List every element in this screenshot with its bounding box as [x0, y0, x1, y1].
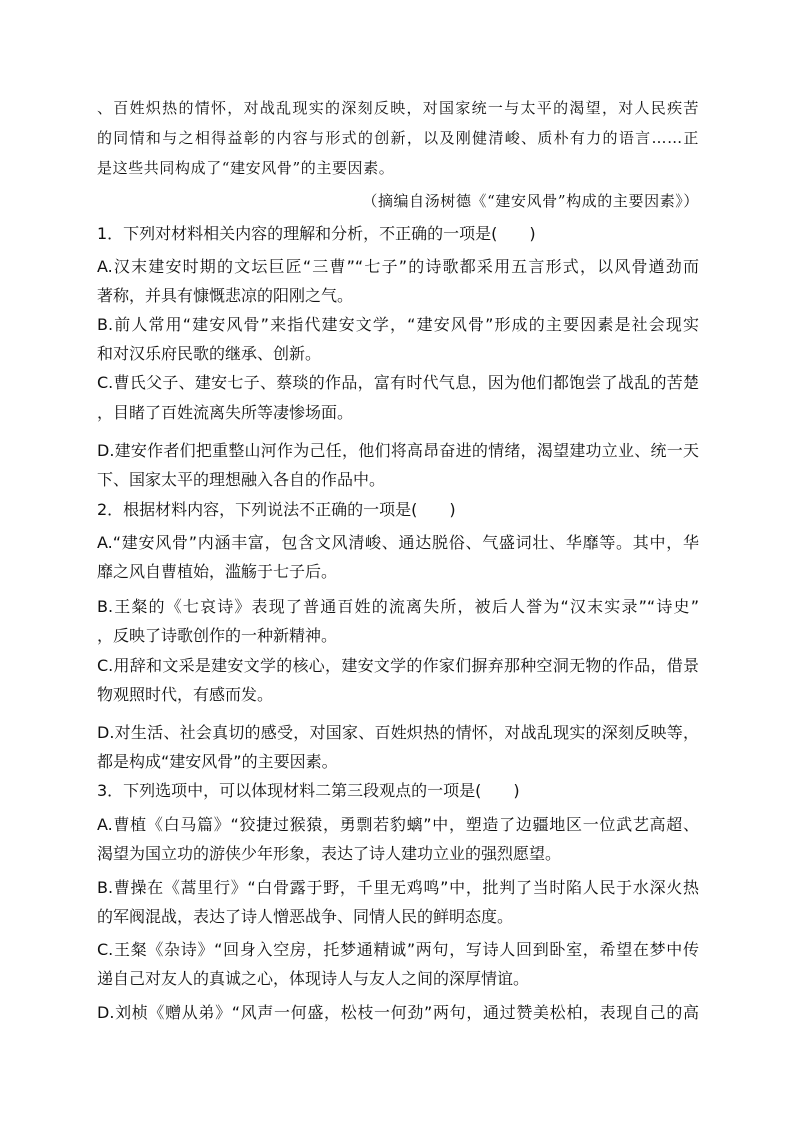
option-d-line: D.建安作者们把重整山河作为己任，他们将高昂奋进的情绪，渴望建功立业、统一天 [97, 441, 699, 460]
option-c-line: ，目睹了百姓流离失所等凄惨场面。 [97, 403, 354, 422]
option-a-line: 著称，并具有慷慨悲凉的阳刚之气。 [97, 286, 354, 305]
option-c-line: C.曹氏父子、建安七子、蔡琰的作品，富有时代气息，因为他们都饱尝了战乱的苦楚 [97, 373, 699, 392]
option-d-line: D.刘桢《赠从弟》“风声一何盛，松枝一何劲”两句，通过赞美松柏，表现自己的高 [97, 1003, 699, 1022]
option-b-line: ，反映了诗歌创作的一种新精神。 [97, 626, 338, 645]
option-a-line: A.“建安风骨”内涵丰富，包含文风清峻、通达脱俗、气盛词壮、华靡等。其中，华 [97, 533, 699, 552]
option-c-line: 递自己对友人的真诚之心，体现诗人与友人之间的深厚情谊。 [97, 969, 530, 988]
question-stem: 1．下列对材料相关内容的理解和分析，不正确的一项是( ) [97, 224, 536, 243]
option-b-line: 和对汉乐府民歌的继承、创新。 [97, 344, 322, 363]
option-d-line: D.对生活、社会真切的感受，对国家、百姓炽热的情怀，对战乱现实的深刻反映等， [97, 723, 699, 742]
passage-line: 的同情和与之相得益彰的内容与形式的创新，以及刚健清峻、质朴有力的语言……正 [97, 129, 699, 147]
option-b-line: B.曹操在《蒿里行》“白骨露于野，千里无鸡鸣”中，批判了当时陷人民于水深火热 [97, 878, 699, 897]
option-c-line: C.王粲《杂诗》“回身入空房，托梦通精诚”两句，写诗人回到卧室，希望在梦中传 [97, 940, 699, 959]
option-c-line: C.用辞和文采是建安文学的核心，建安文学的作家们摒弃那种空洞无物的作品，借景 [97, 656, 699, 675]
option-d-line: 下、国家太平的理想融入各自的作品中。 [97, 470, 386, 489]
passage-source: （摘编自汤树德《“建安风骨”构成的主要因素》） [362, 192, 699, 210]
option-a-line: A.汉末建安时期的文坛巨匠“三曹”“七子”的诗歌都采用五言形式，以风骨遒劲而 [97, 257, 699, 276]
option-d-line: 都是构成“建安风骨”的主要因素。 [97, 752, 338, 771]
option-b-line: 的军阀混战，表达了诗人憎恶战争、同情人民的鲜明态度。 [97, 907, 514, 926]
question-stem: 3．下列选项中，可以体现材料二第三段观点的一项是( ) [97, 781, 520, 800]
passage-line: 、百姓炽热的情怀，对战乱现实的深刻反映，对国家统一与太平的渴望，对人民疾苦 [97, 99, 699, 117]
option-b-line: B.王粲的《七哀诗》表现了普通百姓的流离失所，被后人誉为“汉末实录”“诗史” [97, 597, 699, 616]
option-a-line: 靡之风自曹植始，滥觞于七子后。 [97, 562, 338, 581]
option-a-line: 渴望为国立功的游侠少年形象，表达了诗人建功立业的强烈愿望。 [97, 844, 562, 863]
option-a-line: A.曹植《白马篇》“狡捷过猴猿，勇剽若豹螭”中，塑造了边疆地区一位武艺高超、 [97, 815, 699, 834]
passage-line: 是这些共同构成了“建安风骨”的主要因素。 [97, 159, 395, 177]
option-c-line: 物观照时代，有感而发。 [97, 685, 274, 704]
question-stem: 2．根据材料内容，下列说法不正确的一项是( ) [97, 500, 456, 519]
option-b-line: B.前人常用“建安风骨”来指代建安文学，“建安风骨”形成的主要因素是社会现实 [97, 315, 699, 334]
